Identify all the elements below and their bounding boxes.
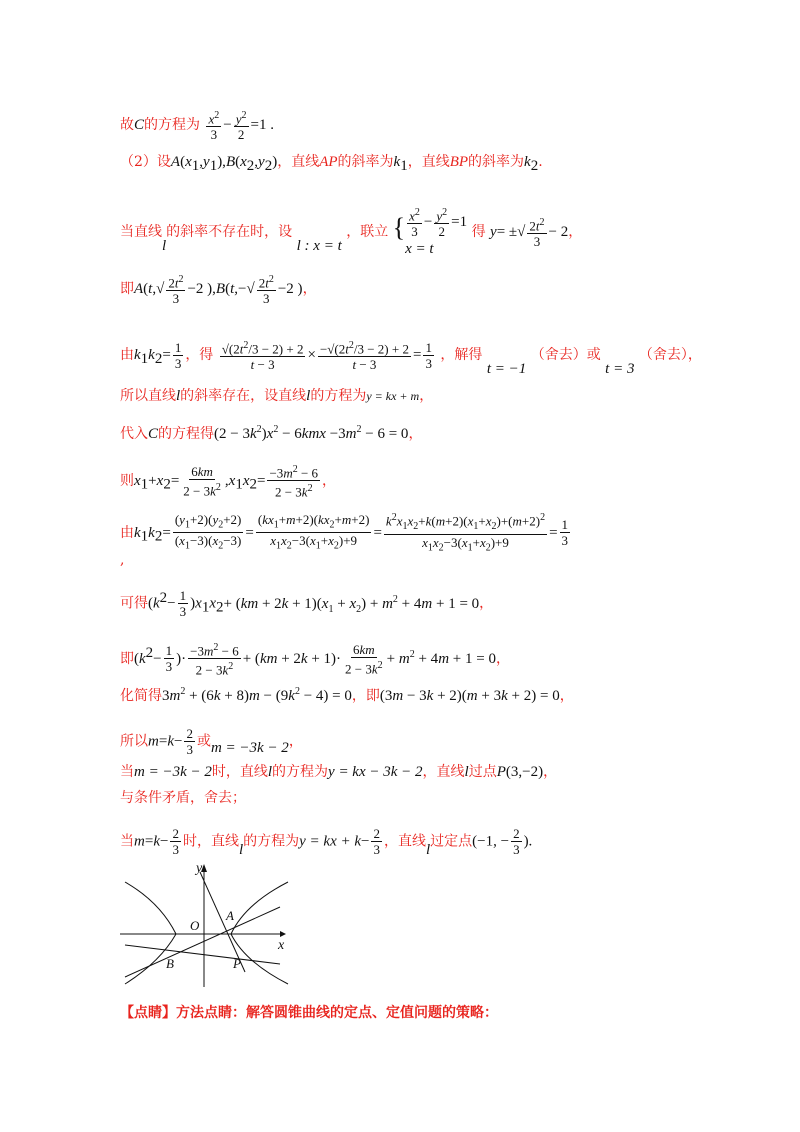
text: ，直线 (277, 154, 320, 170)
line-11: 即($k^2-$ $\frac{1}{3}$ )· $\frac{-3m^2 - 6}{2 - 3k^2}$ + (km + 2k + 1)· $\frac{6km}{2 - 3k^2}$ + $m^2 + 4m + 1 = 0$， (120, 641, 510, 678)
text: 所以 (120, 733, 148, 750)
text: 由 (120, 347, 134, 364)
text: 的方程为 (272, 764, 329, 780)
line-9: 由$k_1k_2=$ $\frac{(y_1+2)(y_2+2)}{(x_1-3)(x_2-3)}$ = $\frac{(kx_1+m+2)(kx_2+m+2)}{x_1x_2-3(x_1+x_2)+9}$ = $\frac{k^2x_1x_2+k(m+2)(x_1+x_2)+(m+2)^2}{x_1x_2-3(x_1+x_2)+9}$ = $\frac{1}{3}$ (120, 511, 569, 554)
text: 所以直线 (120, 388, 176, 404)
text: （舍去）或 (530, 347, 601, 364)
line-16: 当m=k− $\frac{2}{3}$ 时，直线l的方程为y = kx + k− $\frac{2}{3}$ ，直线l过定点(−1, − $\frac{2}{3}$ ). (120, 826, 533, 858)
line-7: 代入C的方程得$(2 - 3k^2)x^2 - 6kmx -3m^2 - 6 = 0$， (120, 424, 423, 442)
text: 的斜率存在，设直线 (180, 388, 307, 404)
line-6: 所以直线l的斜率存在，设直线l的方程为y = kx + m， (120, 388, 434, 404)
line-8: 则$x_1+x_2=$ $\frac{6km}{2 - 3k^2}$ $,x_1x_2=$ $\frac{-3m^2 - 6}{2 - 3k^2}$ ， (120, 463, 337, 500)
text: 得 (471, 224, 486, 241)
text: 【点睛】方法点睛：解答圆锥曲线的定点、定值问题的策略： (120, 1005, 498, 1021)
text: 的方程为 (310, 388, 367, 404)
label-b: B (166, 956, 174, 971)
text: 当 (120, 833, 134, 850)
label-p: P (233, 956, 241, 971)
text: 化简得 (120, 688, 162, 704)
text: 故 (120, 117, 134, 134)
label-o: O (190, 918, 200, 933)
text: 与条件矛盾，舍去； (120, 790, 246, 806)
text: 的斜率不存在时，设 (166, 224, 293, 241)
label-y: y (196, 862, 203, 876)
line-10: 可得($k^2-$ $\frac{1}{3}$ )$x_1x_2+ (km + 2k + 1)(x_1 + x_2) + m^2 + 4m + 1 = 0$， (120, 588, 494, 620)
line-14: 当m = −3k − 2时，直线l的方程为y = kx − 3k − 2，直线l过点P(3,−2)， (120, 764, 558, 780)
hyperbola-graph (120, 862, 300, 987)
line-1: 故C的方程为 $\frac{x^2}{3}$ − $\frac{y^2}{2}$ =1 . (120, 110, 274, 143)
text: 代入 (120, 426, 148, 442)
label-x: x (278, 938, 285, 953)
line-13: 所以m=k− $\frac{2}{3}$ 或m = −3k − 2， (120, 726, 303, 757)
line-bp (125, 945, 280, 964)
text: ，即 (351, 688, 380, 704)
tip-heading (120, 1003, 760, 1023)
line-4: 即A(t,√ $\frac{2t^2}{3}$ −2 ),B(t,−√ $\frac{2t^2}{3}$ −2 )， (120, 274, 317, 307)
label-a: A (226, 908, 234, 923)
text: ，直线 (383, 833, 426, 850)
line-15 (120, 788, 760, 808)
text: ，得 (185, 347, 214, 364)
text: ，联立 (346, 224, 389, 241)
text: （2）设 (120, 154, 171, 170)
text: 过点 (468, 764, 497, 780)
text: 时，直线 (211, 764, 268, 780)
text: 即 (120, 650, 134, 667)
text: ，直线 (422, 764, 465, 780)
text: ，直线 (407, 154, 450, 170)
text: ，解得 (440, 347, 483, 364)
text: 当直线 (120, 224, 162, 241)
line-12: 化简得$3m^2 + (6k + 8)m - (9k^2 - 4) = 0$，即(3m − 3k + 2)(m + 3k + 2) = 0， (120, 686, 574, 704)
text: 的斜率为 (468, 154, 525, 170)
line-5: 由$k_1k_2=$ $\frac{1}{3}$ ，得 $\frac{√(2t^2/3 - 2) + 2}{t - 3}$ × $\frac{-√(2t^2/3 - 2) + 2}{t - 3}$ = $\frac{1}{3}$ ，解得 t = −1 （舍去）或 t = 3 （舍去）， (120, 339, 702, 378)
line-3: 当直线l的斜率不存在时，设 l : x = t ，联立 { $\frac{x^2}{3}$ − $\frac{y^2}{2}$ =1 x = t 得 y= ±√ $\frac{2t^2}{3}$ − 2， (120, 207, 583, 258)
text: 可得 (120, 595, 148, 612)
text: 的方程为 (144, 117, 201, 134)
text: 即 (120, 281, 134, 298)
text: 当 (120, 764, 134, 780)
x-axis-arrow (280, 931, 286, 937)
line-ab (125, 907, 280, 977)
text: 时，直线 (182, 833, 239, 850)
text: 或 (196, 733, 211, 750)
line-2: （2）设$A(x_1,y_1),B(x_2,y_2)$，直线AP的斜率为$k_1$，直线BP的斜率为$k_2$. (120, 154, 543, 174)
text: （舍去）， (638, 347, 702, 364)
comma-line: , (120, 552, 125, 568)
text: 的方程为 (243, 833, 300, 850)
text: 则 (120, 472, 134, 489)
text: 的斜率为 (337, 154, 394, 170)
text: 的方程得 (158, 426, 215, 442)
text: 过定点 (430, 833, 473, 850)
text: 由 (120, 524, 134, 541)
